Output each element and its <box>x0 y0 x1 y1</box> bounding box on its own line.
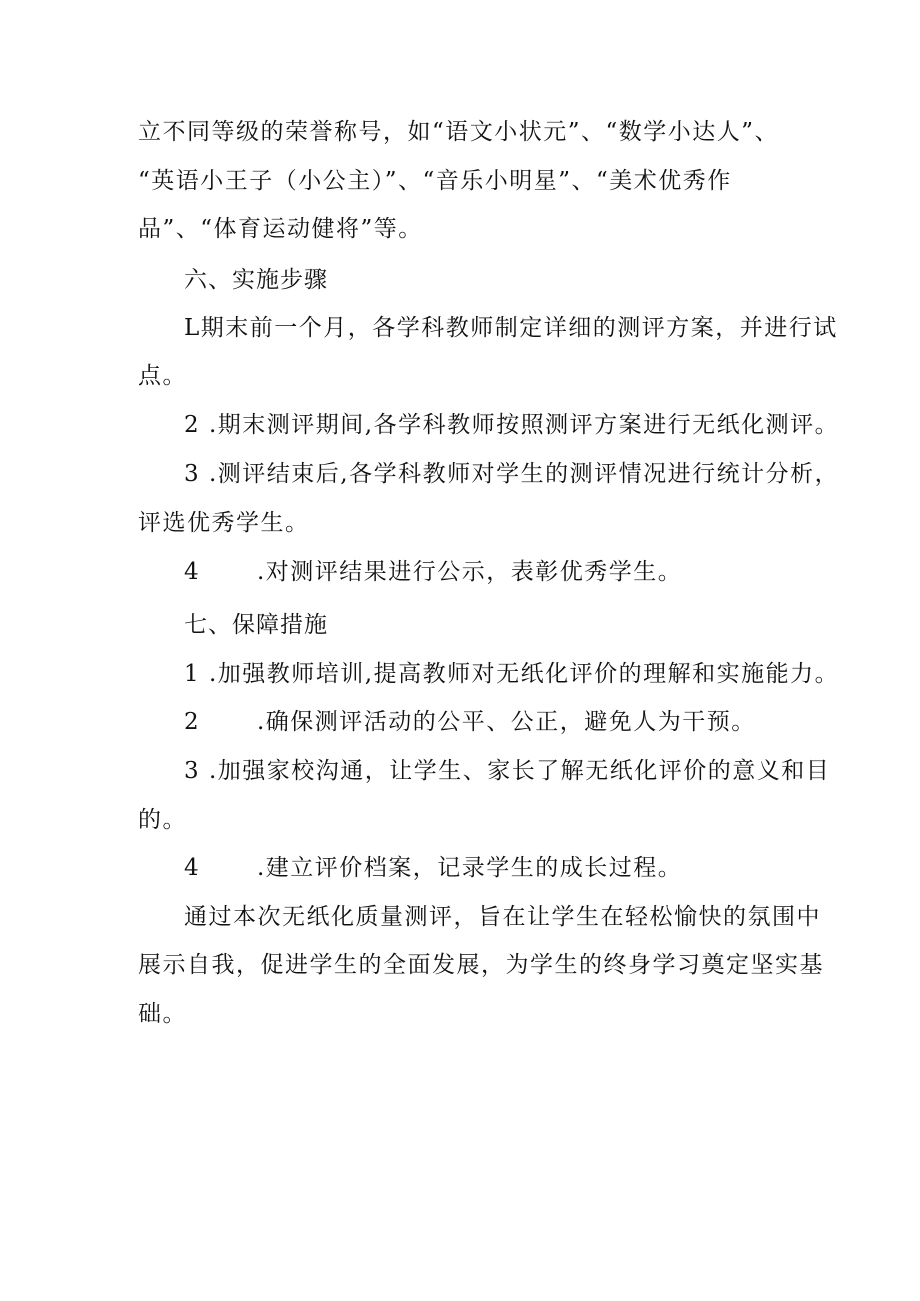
measure-4-text: .建立评价档案，记录学生的成长过程。 <box>256 855 683 881</box>
step-3-text: .测评结束后,各学科教师对学生的测评情况进行统计分析， <box>208 461 840 487</box>
step-2-text: .期末测评期间,各学科教师按照测评方案进行无纸化测评。 <box>208 412 840 438</box>
measure-3-line-2: 的。 <box>138 807 187 833</box>
step-1-line-1: L期末前一个月，各学科教师制定详细的测评方案，并进行试 <box>184 315 838 341</box>
step-3-line-2: 评选优秀学生。 <box>138 510 310 536</box>
measure-1-text: .加强教师培训,提高教师对无纸化评价的理解和实施能力。 <box>208 661 840 687</box>
measure-2-number: 2 <box>184 709 201 735</box>
section-heading-implementation-steps: 六、实施步骤 <box>184 267 328 293</box>
step-3 <box>184 459 839 489</box>
measure-4 <box>184 853 682 883</box>
honor-titles-line-1: 立不同等级的荣誉称号，如“语文小状元”、“数学小达人”、 <box>138 119 780 145</box>
measure-1 <box>184 659 839 689</box>
conclusion-line-1: 通过本次无纸化质量测评，旨在让学生在轻松愉快的氛围中 <box>184 904 821 930</box>
measure-3-text: .加强家校沟通，让学生、家长了解无纸化评价的意义和目 <box>208 758 831 784</box>
step-2-number: 2 <box>184 412 201 438</box>
step-1-line-2: 点。 <box>138 363 187 389</box>
measure-4-number: 4 <box>184 855 201 881</box>
honor-titles-line-3: 品”、“体育运动健将”等。 <box>138 216 423 242</box>
step-4 <box>184 557 682 587</box>
measure-2 <box>184 707 756 737</box>
step-3-number: 3 <box>184 461 201 487</box>
conclusion-line-2: 展示自我，促进学生的全面发展，为学生的终身学习奠定坚实基 <box>138 952 824 978</box>
section-heading-safeguards: 七、保障措施 <box>184 612 328 638</box>
measure-1-number: 1 <box>184 661 201 687</box>
measure-3 <box>184 756 830 786</box>
step-4-number: 4 <box>184 559 201 585</box>
step-4-text: .对测评结果进行公示，表彰优秀学生。 <box>256 559 683 585</box>
conclusion-line-3: 础。 <box>138 1001 187 1027</box>
measure-3-number: 3 <box>184 758 201 784</box>
measure-2-text: .确保测评活动的公平、公正，避免人为干预。 <box>256 709 756 735</box>
step-2 <box>184 410 839 440</box>
honor-titles-line-2: “英语小王子（小公主）”、“音乐小明星”、“美术优秀作 <box>138 168 732 194</box>
